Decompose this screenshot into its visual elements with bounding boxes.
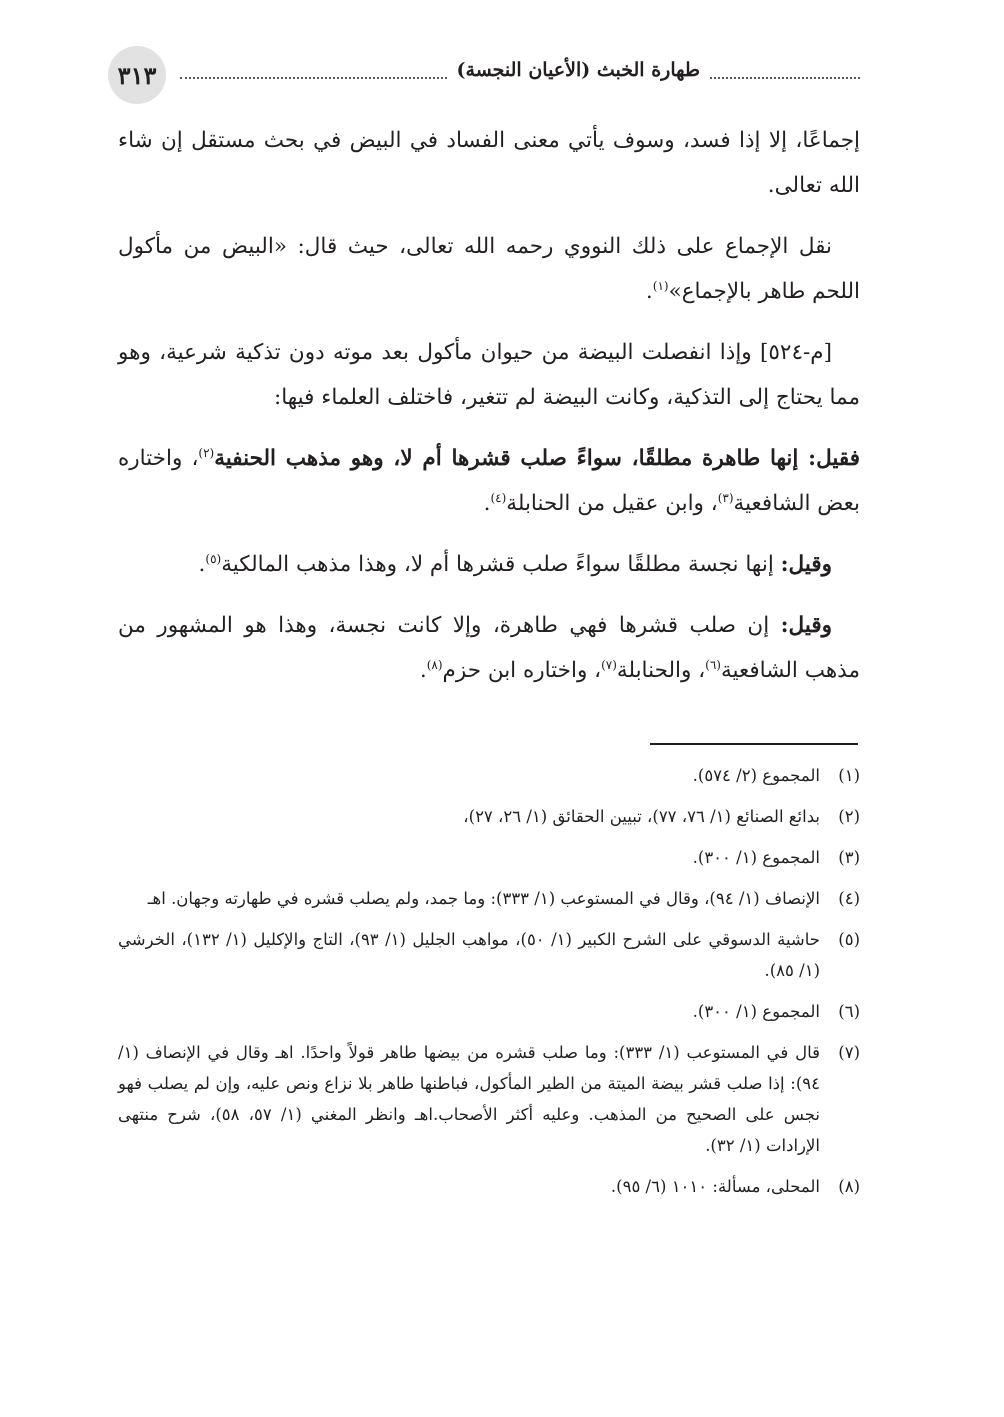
paragraph-2 [118, 224, 860, 314]
footnote-ref-5: (٥) [205, 551, 222, 566]
paragraph-5 [118, 542, 860, 587]
footnote-3 [118, 842, 860, 873]
footnote-number: (٤) [838, 889, 860, 908]
paragraph-1 [118, 118, 860, 208]
paragraph-4-bold: فقيل: إنها طاهرة مطلقًا، سواءً صلب قشرها أم لا، وهو مذهب الحنفية [214, 446, 861, 471]
footnote-ref-4: (٤) [490, 490, 507, 505]
footnote-5 [118, 924, 860, 986]
header-dots-left [180, 77, 447, 79]
page-number-text: ٣١٣ [117, 60, 157, 90]
paragraph-5-text: إنها نجسة مطلقًا سواءً صلب قشرها أم لا، وهذا مذهب المالكية [221, 552, 781, 577]
paragraph-4-end: . [483, 491, 491, 516]
chapter-title: طهارة الخبث (الأعيان النجسة) [456, 59, 700, 81]
footnote-2 [118, 801, 860, 832]
footnote-6 [118, 996, 860, 1027]
footnote-text: قال في المستوعب (١/ ٣٣٣): وما صلب قشره من بيضها طاهر قولاً واحدًا. اهـ وقال في الإنصاف (١/ ٩٤): إذا صلب قشر بيضة الميتة من الطير المأكول، فباطنها طاهر بلا نزاع ونص عليه، وإن لم يصلب فهو نجس على الصحيح من المذهب. وعليه أكثر الأصحاب.اهـ وانظر المغني (١/ ٥٧، ٥٨)، شرح منتهى الإرادات (١/ ٣٢). [118, 1043, 821, 1155]
footnote-ref-3: (٣) [717, 490, 734, 505]
footnote-separator [650, 743, 858, 745]
footnote-text: حاشية الدسوقي على الشرح الكبير (١/ ٥٠)، مواهب الجليل (١/ ٩٣)، التاج والإكليل (١/ ١٣٢)، الخرشي (١/ ٨٥). [118, 930, 820, 980]
footnote-ref-1: (١) [652, 278, 669, 293]
footnote-number: (٣) [838, 848, 860, 867]
paragraph-6-end: . [419, 658, 427, 683]
footnote-number: (٨) [838, 1177, 860, 1196]
footnote-number: (٦) [838, 1002, 860, 1021]
paragraph-4 [118, 436, 860, 526]
paragraph-4-text-2: ، واختاره بعض الشافعية [118, 446, 860, 516]
footnote-text: المجموع (١/ ٣٠٠). [692, 1002, 820, 1021]
paragraph-5-end: . [198, 552, 206, 577]
paragraph-5-lead: وقيل: [780, 552, 832, 577]
running-header [180, 52, 860, 88]
paragraph-6-text-3: ، واختاره ابن حزم [442, 658, 602, 683]
footnote-text: بدائع الصنائع (١/ ٧٦، ٧٧)، تبيين الحقائق (١/ ٢٦، ٢٧)، [463, 807, 820, 826]
paragraph-2-text: نقل الإجماع على ذلك النووي رحمه الله تعالى، حيث قال: «البيض من مأكول اللحم طاهر بالإجماع» [118, 234, 860, 304]
footnote-ref-6: (٦) [705, 657, 721, 672]
footnote-8 [118, 1171, 860, 1202]
footnote-number: (٧) [838, 1043, 860, 1062]
footnote-ref-7: (٧) [601, 657, 617, 672]
paragraph-3-text: [م-٥٢٤] وإذا انفصلت البيضة من حيوان مأكول بعد موته دون تذكية شرعية، وهو مما يحتاج إلى التذكية، وكانت البيضة لم تتغير، فاختلف العلماء فيها: [118, 340, 860, 410]
header-dots-right [710, 77, 860, 79]
paragraph-2-end: . [645, 279, 653, 304]
paragraph-1-text: إجماعًا، إلا إذا فسد، وسوف يأتي معنى الفساد في البيض في بحث مستقل إن شاء الله تعالى. [118, 128, 860, 198]
paragraph-4-text-3: ، وابن عقيل من الحنابلة [506, 491, 718, 516]
footnote-4 [118, 883, 860, 914]
paragraph-6-text: إن صلب قشرها فهي طاهرة، وإلا كانت نجسة، وهذا هو المشهور من مذهب الشافعية [118, 613, 860, 683]
footnote-number: (٢) [838, 807, 860, 826]
main-text [118, 118, 860, 709]
footnote-text: المحلى، مسألة: ١٠١٠ (٦/ ٩٥). [610, 1177, 820, 1196]
paragraph-6-lead: وقيل: [780, 613, 832, 638]
page-number [108, 46, 166, 104]
footnote-text: المجموع (١/ ٣٠٠). [692, 848, 820, 867]
footnote-ref-2: (٢) [198, 445, 215, 460]
footnote-number: (١) [838, 766, 860, 785]
footnote-1 [118, 760, 860, 791]
paragraph-6-text-2: ، والحنابلة [616, 658, 706, 683]
paragraph-6 [118, 603, 860, 693]
footnote-text: الإنصاف (١/ ٩٤)، وقال في المستوعب (١/ ٣٣٣): وما جمد، ولم يصلب قشره في طهارته وجهان. اهـ [147, 889, 820, 908]
footnotes [118, 760, 860, 1212]
footnote-text: المجموع (٢/ ٥٧٤). [692, 766, 820, 785]
footnote-number: (٥) [838, 930, 860, 949]
footnote-ref-8: (٨) [426, 657, 443, 672]
paragraph-3 [118, 330, 860, 420]
footnote-7 [118, 1037, 860, 1161]
